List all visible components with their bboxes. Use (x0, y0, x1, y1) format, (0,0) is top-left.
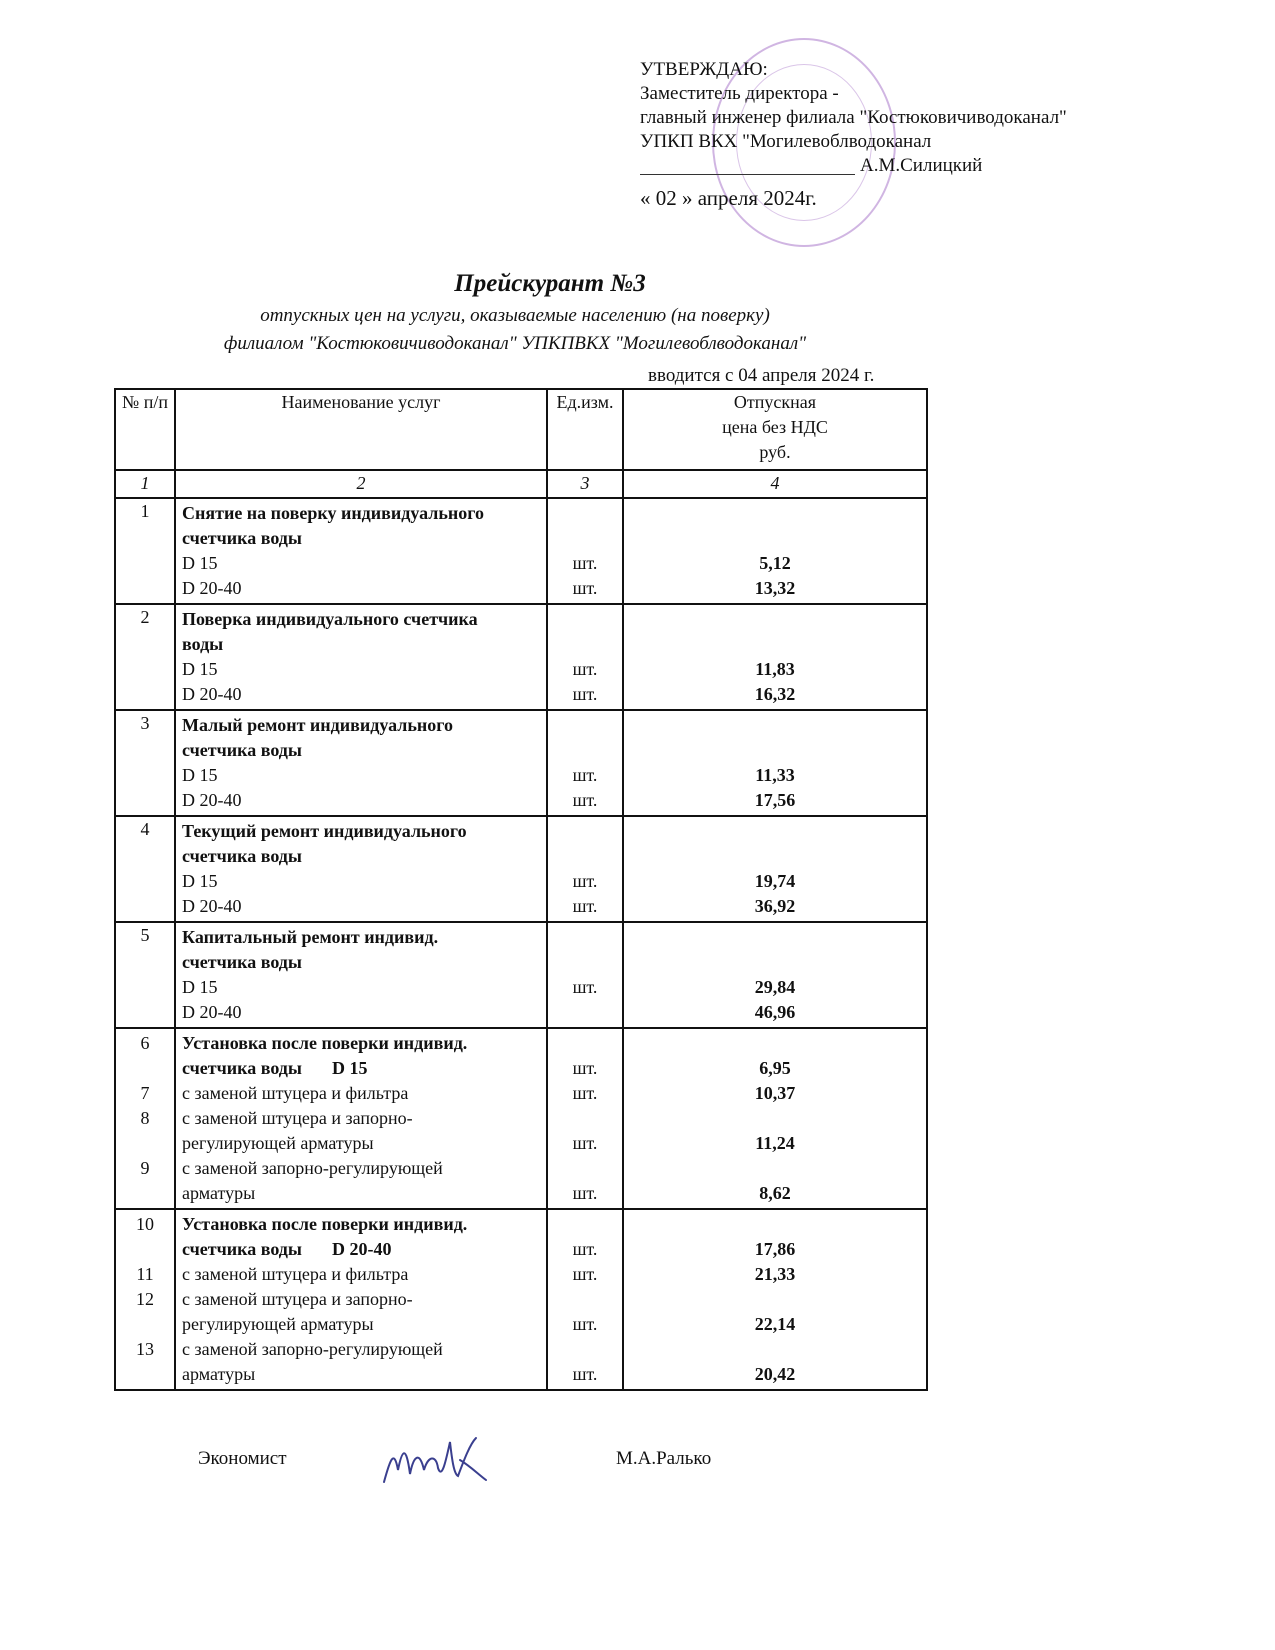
effective-date: вводится с 04 апреля 2024 г. (648, 365, 875, 386)
service-title-cont: счетчика воды (182, 528, 302, 548)
row-name (175, 1209, 547, 1390)
row-num: 12 (136, 1289, 154, 1309)
row-unit (547, 1209, 623, 1390)
table-row (115, 710, 927, 816)
row-num: 4 (115, 816, 175, 922)
approval-position-cont: главный инженер филиала "Костюковичиводоканал" (640, 107, 1067, 128)
row-unit (547, 710, 623, 816)
table-row (115, 922, 927, 1028)
signature-underline (640, 174, 855, 175)
colnum-3: 3 (547, 470, 623, 498)
unit-value: шт. (572, 578, 598, 598)
table-row-group-d15 (115, 1028, 927, 1209)
diameter-label: D 15 (331, 1058, 368, 1078)
document-subtitle-org: филиалом "Костюковичиводоканал" УПКПВКХ "Могилевоблводоканал" (223, 333, 807, 354)
price-value: 46,96 (754, 1002, 796, 1022)
service-option-cont: арматуры (182, 1364, 256, 1384)
price-value: 11,33 (755, 765, 795, 785)
row-unit (547, 498, 623, 604)
document-subtitle: отпускных цен на услуги, оказываемые населению (на поверку) (260, 305, 770, 326)
row-name (175, 710, 547, 816)
service-option: с заменой запорно-регулирующей (182, 1158, 443, 1178)
unit-value: шт. (572, 1133, 598, 1153)
row-price (623, 816, 927, 922)
service-title-cont: счетчика воды (182, 1239, 302, 1259)
diameter-label: D 15 (182, 553, 218, 573)
unit-value: шт. (572, 790, 598, 810)
unit-value: шт. (572, 1239, 598, 1259)
row-unit (547, 604, 623, 710)
service-option: с заменой штуцера и фильтра (182, 1264, 409, 1284)
row-num: 10 (136, 1214, 154, 1234)
table-row (115, 816, 927, 922)
price-value: 5,12 (759, 553, 791, 573)
unit-value: шт. (572, 1364, 598, 1384)
diameter-label: D 15 (182, 659, 218, 679)
footer-signer-name: М.А.Ралько (616, 1448, 712, 1469)
service-title-cont: счетчика воды (182, 952, 302, 972)
price-value: 20,42 (754, 1364, 796, 1384)
approval-heading: УТВЕРЖДАЮ: (640, 59, 768, 80)
header-price-l2: цена без НДС (722, 417, 828, 437)
table-header-row (115, 389, 927, 470)
row-num: 1 (115, 498, 175, 604)
price-value: 29,84 (754, 977, 796, 997)
diameter-label: D 20-40 (182, 578, 242, 598)
price-value: 6,95 (759, 1058, 791, 1078)
price-value: 22,14 (754, 1314, 796, 1334)
row-name (175, 604, 547, 710)
unit-value: шт. (572, 765, 598, 785)
price-value: 8,62 (759, 1183, 791, 1203)
row-nums (115, 1209, 175, 1390)
header-price-l1: Отпускная (733, 392, 817, 412)
unit-value: шт. (572, 896, 598, 916)
price-value: 13,32 (754, 578, 796, 598)
price-value: 11,24 (755, 1133, 795, 1153)
unit-value: шт. (572, 553, 598, 573)
price-table (114, 388, 928, 1391)
service-title: Поверка индивидуального счетчика (182, 609, 478, 629)
price-value: 11,83 (755, 659, 795, 679)
approval-position: Заместитель директора - (640, 83, 839, 104)
diameter-label: D 15 (182, 871, 218, 891)
row-price (623, 1209, 927, 1390)
service-option: с заменой запорно-регулирующей (182, 1339, 443, 1359)
row-price (623, 1028, 927, 1209)
service-title: Текущий ремонт индивидуального (182, 821, 467, 841)
header-unit: Ед.изм. (547, 389, 623, 470)
unit-value: шт. (572, 1058, 598, 1078)
column-number-row (115, 470, 927, 498)
diameter-label: D 20-40 (182, 684, 242, 704)
row-unit (547, 1028, 623, 1209)
diameter-label: D 20-40 (182, 896, 242, 916)
row-unit (547, 816, 623, 922)
row-price (623, 922, 927, 1028)
price-value: 17,56 (754, 790, 796, 810)
diameter-label: D 15 (182, 765, 218, 785)
row-num: 3 (115, 710, 175, 816)
service-option-cont: регулирующей арматуры (182, 1133, 374, 1153)
row-num: 5 (115, 922, 175, 1028)
service-title-cont: счетчика воды (182, 846, 302, 866)
colnum-1: 1 (115, 470, 175, 498)
row-name (175, 922, 547, 1028)
table-row (115, 498, 927, 604)
row-num: 2 (115, 604, 175, 710)
diameter-label: D 20-40 (331, 1239, 392, 1259)
table-row (115, 604, 927, 710)
unit-value: шт. (572, 871, 598, 891)
approval-organization: УПКП ВКХ "Могилевоблводоканал (640, 131, 932, 152)
row-num: 8 (140, 1108, 150, 1128)
unit-value: шт. (572, 1314, 598, 1334)
header-price (623, 389, 927, 470)
service-option-cont: регулирующей арматуры (182, 1314, 374, 1334)
table-row-group-d20-40 (115, 1209, 927, 1390)
row-name (175, 1028, 547, 1209)
service-title: Установка после поверки индивид. (182, 1214, 468, 1234)
unit-value: шт. (572, 1083, 598, 1103)
diameter-label: D 15 (182, 977, 218, 997)
approval-signer: А.М.Силицкий (860, 155, 983, 176)
footer-position: Экономист (198, 1448, 287, 1469)
row-price (623, 604, 927, 710)
header-num: № п/п (115, 389, 175, 470)
diameter-label: D 20-40 (182, 1002, 242, 1022)
service-title: Установка после поверки индивид. (182, 1033, 468, 1053)
service-option: с заменой штуцера и запорно- (182, 1108, 413, 1128)
row-num: 13 (136, 1339, 154, 1359)
handwritten-signature (380, 1430, 490, 1490)
price-value: 36,92 (754, 896, 796, 916)
service-title: Малый ремонт индивидуального (182, 715, 453, 735)
unit-value: шт. (572, 659, 598, 679)
diameter-label: D 20-40 (182, 790, 242, 810)
row-price (623, 498, 927, 604)
service-option: с заменой штуцера и запорно- (182, 1289, 413, 1309)
service-title-cont: счетчика воды (182, 740, 302, 760)
price-value: 16,32 (754, 684, 796, 704)
row-num: 6 (140, 1033, 150, 1053)
unit-value: шт. (572, 1264, 598, 1284)
row-num: 11 (136, 1264, 154, 1284)
price-value: 21,33 (754, 1264, 796, 1284)
unit-value: шт. (572, 1183, 598, 1203)
document-title: Прейскурант №3 (454, 270, 646, 297)
price-value: 19,74 (754, 871, 796, 891)
approval-block (640, 58, 1160, 210)
row-num: 9 (140, 1158, 150, 1178)
service-option-cont: арматуры (182, 1183, 256, 1203)
row-unit (547, 922, 623, 1028)
unit-value: шт. (572, 684, 598, 704)
approval-date: « 02 » апреля 2024г. (640, 186, 817, 210)
price-value: 17,86 (754, 1239, 796, 1259)
row-nums (115, 1028, 175, 1209)
service-title: Капитальный ремонт индивид. (182, 927, 439, 947)
approval-signature-line (640, 154, 1160, 178)
colnum-2: 2 (175, 470, 547, 498)
row-name (175, 816, 547, 922)
row-price (623, 710, 927, 816)
header-name: Наименование услуг (175, 389, 547, 470)
price-value: 10,37 (754, 1083, 796, 1103)
service-option: с заменой штуцера и фильтра (182, 1083, 409, 1103)
service-title-cont: счетчика воды (182, 1058, 302, 1078)
service-title: Снятие на поверку индивидуального (182, 503, 484, 523)
colnum-4: 4 (623, 470, 927, 498)
header-price-l3: руб. (759, 442, 791, 462)
row-num: 7 (140, 1083, 150, 1103)
service-title-cont: воды (182, 634, 224, 654)
unit-value: шт. (572, 977, 598, 997)
row-name (175, 498, 547, 604)
